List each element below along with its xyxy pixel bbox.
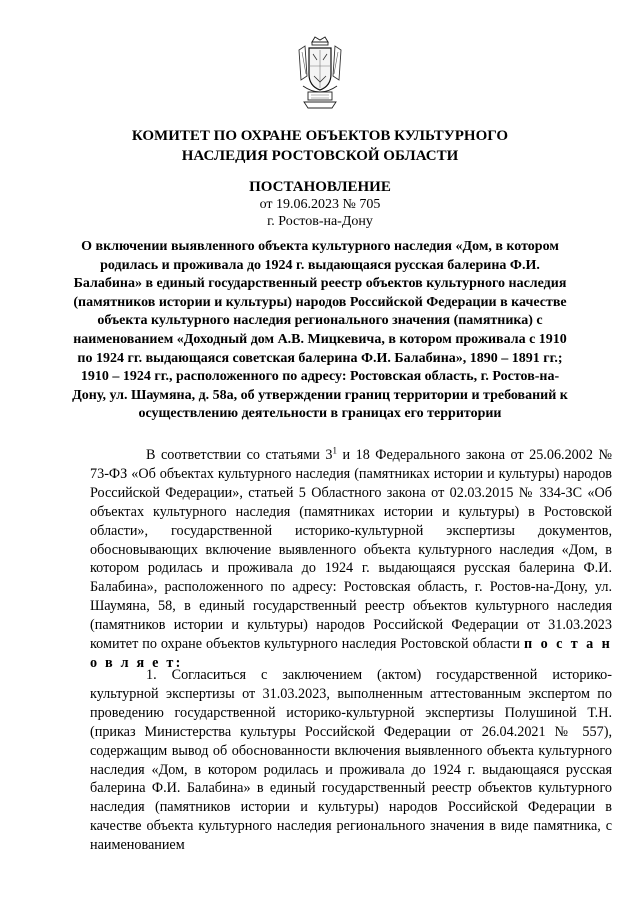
document-date-number: от 19.06.2023 № 705 [259,197,381,212]
organization-line-1: КОМИТЕТ ПО ОХРАНЕ ОБЪЕКТОВ КУЛЬТУРНОГО [131,128,509,144]
coat-of-arms-icon [295,36,345,112]
document-subject: О включении выявленного объекта культурного наследия «Дом, в котором родилась и проживала до 1924 г. выдающаяся русская балерина Ф.И. Балабина» в единый государственный реестр объектов культурного наследия (памятников истории и культуры) народов Российской Федерации в качестве объекта культурного наследия регионального значения (памятника) с наименованием «Доходный дом А.В. Мицкевича, в котором проживала с 1910 по 1924 гг. выдающаяся советская балерина Ф.И. Балабина», 1890 – 1891 гг.; 1910 – 1924 гг., расположенного по адресу: Ростовская область, г. Ростов-на-Дону, ул. Шаумяна, д. 58а, об утверждении границ территории и требований к осуществлению деятельности в границах его территории [72,239,568,422]
preamble-text-start: В соответствии со статьями 3 [146,447,333,463]
preamble-paragraph [90,446,612,673]
resolves-clause: п о с т а н о в л я е т: [90,636,612,671]
document-title: ПОСТАНОВЛЕНИЕ [249,179,391,195]
article-superscript: 1 [332,445,337,456]
clause-1-paragraph: 1. Согласиться с заключением (актом) государственной историко-культурной экспертизы от 31.03.2023, выполненным аттестованным экспертом по проведению государственной историко-культурной экспертизы Полушиной Т.Н. (приказ Министерства культуры Российской Федерации от 26.04.2021 № 557), содержащим вывод об обоснованности включения выявленного объекта культурного наследия «Дом, в котором родилась и проживала до 1924 г. выдающаяся русская балерина Ф.И. Балабина» в единый государственный реестр объектов культурного наследия (памятников истории и культуры) народов Российской Федерации в качестве объекта культурного наследия регионального значения в виде памятника, с наименованием [90,667,612,854]
organization-line-2: НАСЛЕДИЯ РОСТОВСКОЙ ОБЛАСТИ [181,148,459,164]
document-city: г. Ростов-на-Дону [267,214,373,229]
preamble-text-rest: и 18 Федерального закона от 25.06.2002 № 73-ФЗ «Об объектах культурного наследия (памятниках истории и культуры) народов Российской Федерации», статьей 5 Областного закона от 02.03.2015 № 334-ЗС «Об объектах культурного наследия (памятниках истории и культуры) в Ростовской области», государственной историко-культурной экспертизы документов, обосновывающих включение выявленного объекта культурного наследия «Дом, в котором родилась и проживала до 1924 г. выдающаяся русская балерина Ф.И. Балабина», расположенного по адресу: Ростовская область, г. Ростов-на-Дону, ул. Шаумяна, 58, в единый государственный реестр объектов культурного наследия (памятников истории и культуры) народов Российской Федерации от 31.03.2023 комитет по охране объектов культурного наследия Ростовской области [90,447,612,653]
organization-name [72,126,568,166]
